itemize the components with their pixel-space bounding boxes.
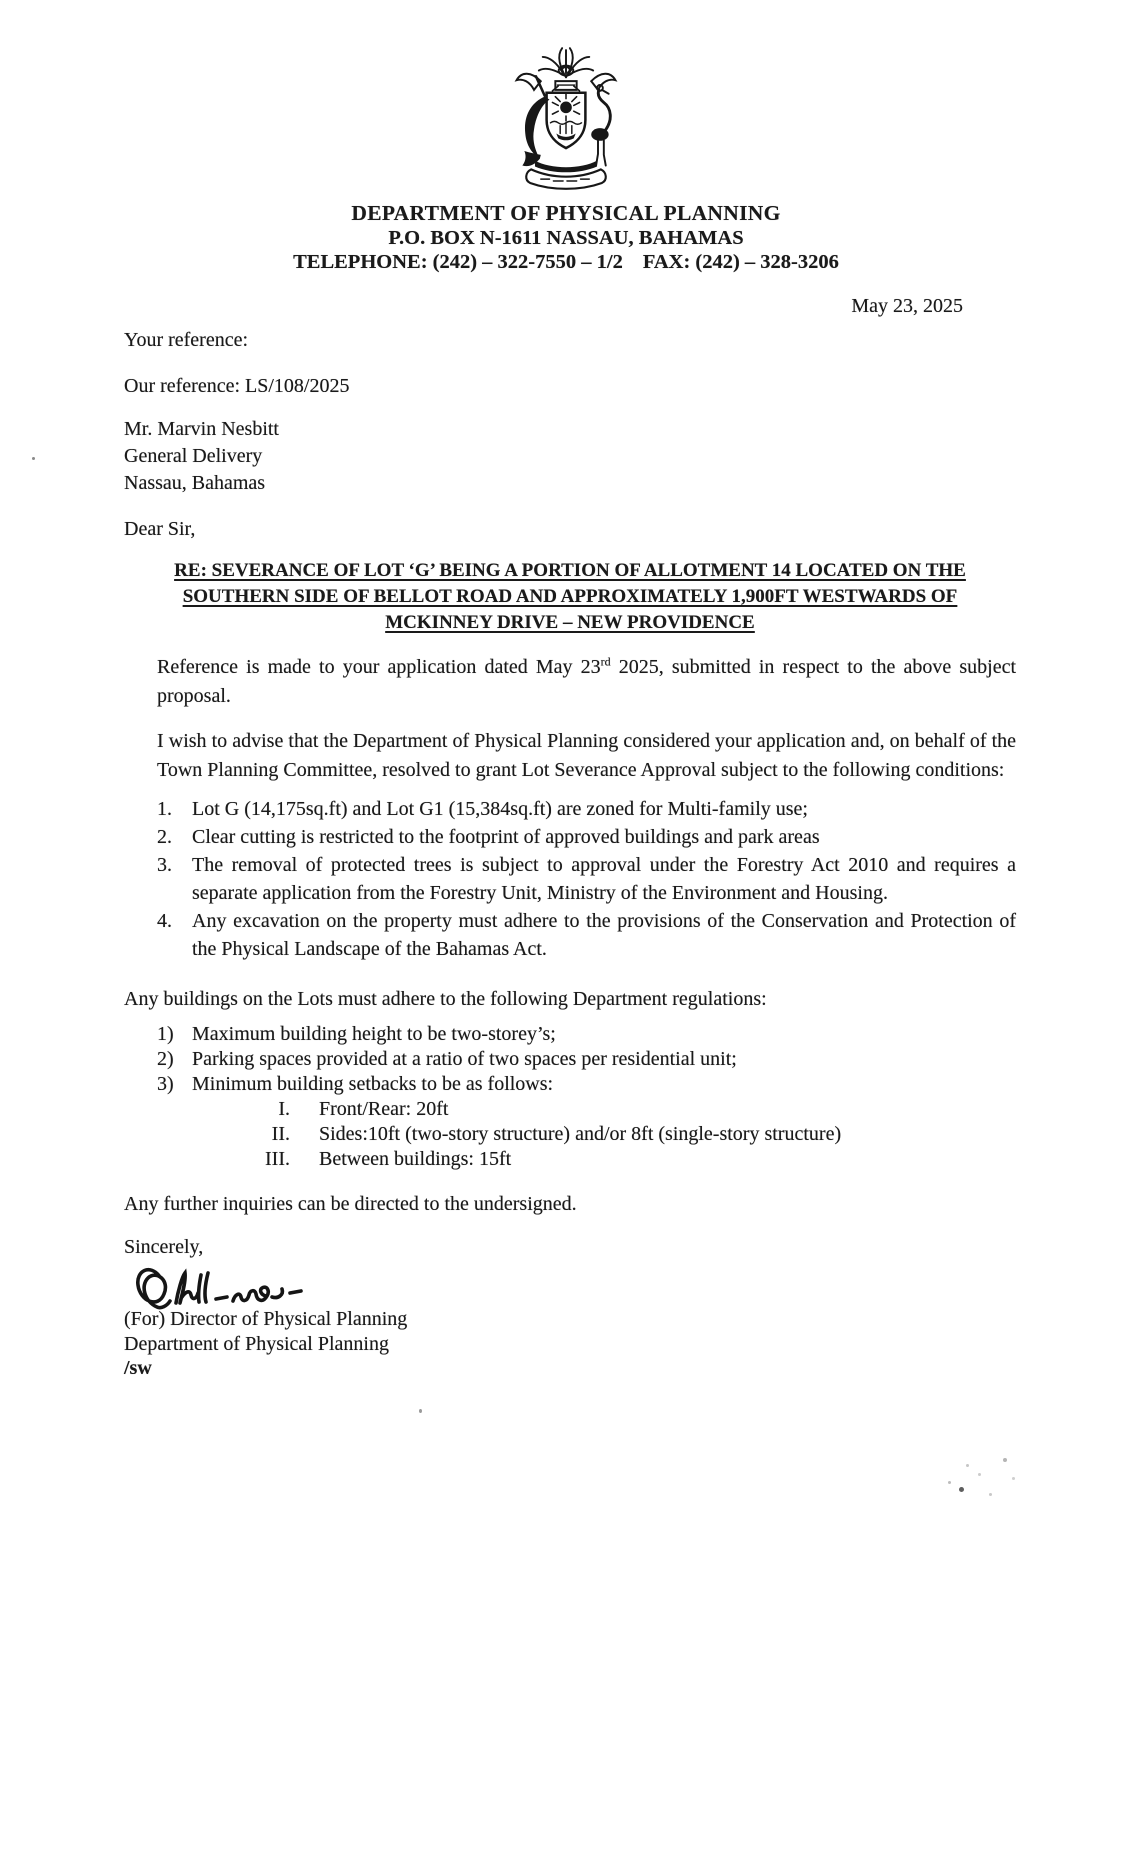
recipient-address [124,416,1016,497]
regulation-item [157,1047,1016,1072]
regulation-text: Maximum building height to be two-storey’s; [192,1023,556,1045]
setback-numeral: I. [278,1098,290,1120]
our-reference-value: LS/108/2025 [245,375,350,397]
letterhead [0,0,1132,274]
setback-numeral: III. [265,1148,290,1170]
subject-line-1: RE: SEVERANCE OF LOT ‘G’ BEING A PORTION OF ALLOTMENT 14 LOCATED ON THE [174,560,966,581]
subject-line-2: SOUTHERN SIDE OF BELLOT ROAD AND APPROXIMATELY 1,900FT WESTWARDS OF [182,586,958,607]
your-reference-label: Your reference: [124,329,249,351]
regulation-item [157,1022,1016,1047]
letterhead-department: DEPARTMENT OF PHYSICAL PLANNING [351,201,781,225]
scan-speckle [966,1464,969,1467]
salutation: Dear Sir, [124,518,196,540]
paragraph-reference [157,653,1016,711]
regulation-text: Parking spaces provided at a ratio of two spaces per residential unit; [192,1048,737,1070]
setback-text: Front/Rear: 20ft [319,1098,449,1120]
condition-text: The removal of protected trees is subject to approval under the Forestry Act 2010 and requires a separate application from the Forestry Unit, Ministry of the Environment and Housing. [192,854,1016,904]
signer-department: Department of Physical Planning [124,1332,389,1355]
scan-speckle [948,1481,951,1484]
paragraph-advice: I wish to advise that the Department of Physical Planning considered your application and, on behalf of the Town Planning Committee, resolved to grant Lot Severance Approval subject to the following conditions: [157,730,1016,781]
setbacks-list [242,1097,1016,1172]
recipient-name: Mr. Marvin Nesbitt [124,418,279,440]
regulation-number: 1) [157,1023,174,1045]
scan-speckle [32,457,35,460]
setback-item [242,1147,1016,1172]
letterhead-address: P.O. BOX N-1611 NASSAU, BAHAMAS [388,227,744,249]
setback-numeral: II. [271,1123,290,1145]
subject-line-3: MCKINNEY DRIVE – NEW PROVIDENCE [385,612,755,633]
setback-item [242,1122,1016,1147]
regulations-list [157,1022,1016,1172]
regulation-number: 2) [157,1048,174,1070]
closing-sincerely: Sincerely, [124,1236,204,1258]
ordinal-superscript: rd [600,654,611,669]
letter-date: May 23, 2025 [851,295,963,317]
setback-text: Sides:10ft (two-story structure) and/or 8ft (single-story structure) [319,1123,842,1145]
conditions-list [157,795,1016,963]
scan-speckle [978,1473,981,1476]
condition-text: Any excavation on the property must adhere to the provisions of the Conservation and Protection of the Physical Landscape of the Bahamas Act. [192,910,1016,960]
condition-item [157,851,1016,907]
setback-item [242,1097,1016,1122]
letterhead-fax: FAX: (242) – 328-3206 [642,251,839,273]
paragraph-reference-text-after: 2025, submitted in respect to the above subject proposal. [157,656,1016,707]
regulations-intro: Any buildings on the Lots must adhere to the following Department regulations: [124,988,767,1010]
regulation-item [157,1072,1016,1097]
recipient-line2: General Delivery [124,445,263,467]
condition-item [157,795,1016,823]
recipient-line3: Nassau, Bahamas [124,472,266,494]
regulation-text: Minimum building setbacks to be as follows: [192,1073,554,1095]
condition-number: 2. [157,826,172,848]
closing-inquiries: Any further inquiries can be directed to the undersigned. [124,1193,577,1215]
scan-speckle [1012,1477,1015,1480]
condition-number: 4. [157,910,172,932]
letterhead-telephone: TELEPHONE: (242) – 322-7550 – 1/2 [293,251,623,273]
scan-speckle [419,1409,422,1413]
condition-text: Lot G (14,175sq.ft) and Lot G1 (15,384sq.ft) are zoned for Multi-family use; [192,798,808,820]
paragraph-reference-text: Reference is made to your application dated May 23 [157,656,601,678]
condition-item [157,823,1016,851]
condition-item [157,907,1016,963]
condition-text: Clear cutting is restricted to the footprint of approved buildings and park areas [192,826,820,848]
typist-initials: /sw [124,1357,152,1379]
signer-for-director: (For) Director of Physical Planning [124,1308,408,1330]
our-reference [124,374,1016,398]
letterhead-phone-fax [0,250,1132,274]
scan-speckle [989,1493,992,1496]
scan-speckle [959,1487,964,1492]
regulation-number: 3) [157,1073,174,1095]
condition-number: 3. [157,854,172,876]
setback-text: Between buildings: 15ft [319,1148,512,1170]
bahamas-coat-of-arms-icon [502,44,630,192]
subject-heading [124,558,1016,636]
letter-body [0,294,1132,1381]
scan-speckle [1003,1458,1007,1462]
our-reference-label: Our reference: [124,375,241,397]
condition-number: 1. [157,798,172,820]
